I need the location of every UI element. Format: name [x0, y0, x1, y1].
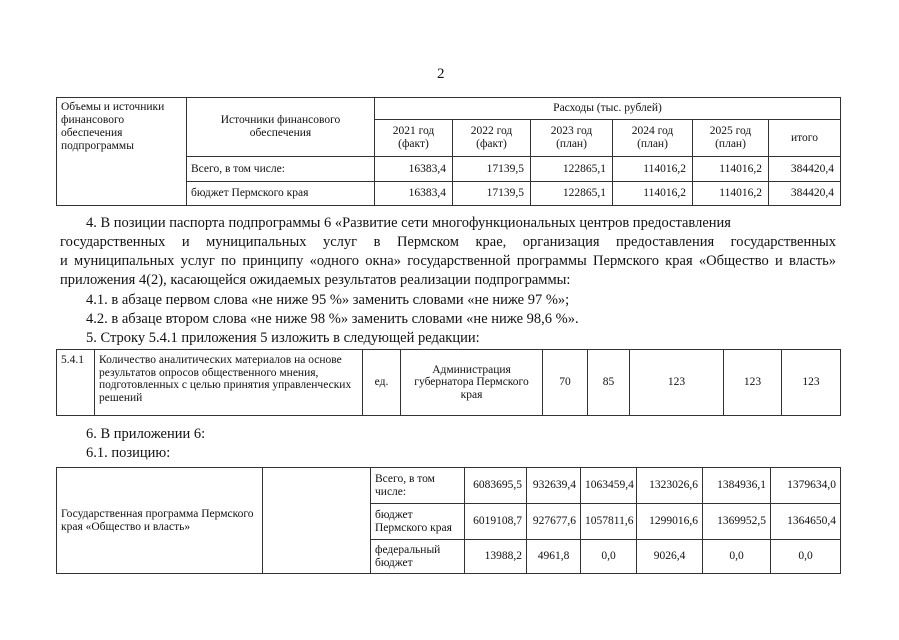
paragraph-6-1: 6.1. позицию:	[86, 445, 171, 461]
expenses-header: Расходы (тыс. рублей)	[375, 98, 841, 120]
cell-value: 4961,8	[527, 540, 581, 574]
indicator-executor: Администрация губернатора Пермского края	[401, 350, 543, 416]
paragraph-4-2: 4.2. в абзаце втором слова «не ниже 98 %» заменить словами «не ниже 98,6 %».	[86, 311, 579, 327]
paragraph-4-line-2: государственных и муниципальных услуг в Пермском крае, организация предоставления государственных	[60, 234, 836, 250]
page-number: 2	[437, 66, 445, 82]
cell-value: 6083695,5	[465, 468, 527, 504]
cell-value: 114016,2	[693, 157, 769, 182]
year-header: 2022 год (факт)	[453, 120, 531, 157]
cell-value: 1299016,6	[637, 504, 703, 540]
cell-value: 17139,5	[453, 157, 531, 182]
cell-value: 114016,2	[693, 182, 769, 206]
funding-table	[56, 97, 841, 206]
paragraph-6: 6. В приложении 6:	[86, 426, 206, 442]
cell-value: 114016,2	[613, 157, 693, 182]
cell-value: 123	[782, 350, 841, 416]
funding-row-header: Объемы и источники финансового обеспечения подпрограммы	[57, 98, 187, 206]
indicator-name: Количество аналитических материалов на основе результатов опросов общественного мнения, подготовленных с целью принятия управленческих решений	[95, 350, 363, 416]
row-label: федеральный бюджет	[371, 540, 465, 574]
year-header: 2023 год (план)	[531, 120, 613, 157]
cell-value: 122865,1	[531, 157, 613, 182]
paragraph-4-1: 4.1. в абзаце первом слова «не ниже 95 %» заменить словами «не ниже 97 %»;	[86, 292, 570, 308]
cell-value: 0,0	[581, 540, 637, 574]
cell-value: 16383,4	[375, 157, 453, 182]
cell-value: 1379634,0	[771, 468, 841, 504]
cell-value: 1369952,5	[703, 504, 771, 540]
cell-value: 122865,1	[531, 182, 613, 206]
paragraph-4-line-1: 4. В позиции паспорта подпрограммы 6 «Развитие сети многофункциональных центров предоставления	[86, 215, 731, 231]
cell-value: 17139,5	[453, 182, 531, 206]
empty-cell	[263, 468, 371, 574]
paragraph-5: 5. Строку 5.4.1 приложения 5 изложить в следующей редакции:	[86, 330, 480, 346]
cell-value: 0,0	[703, 540, 771, 574]
cell-value: 123	[630, 350, 724, 416]
year-header: 2024 год (план)	[613, 120, 693, 157]
row-label: Всего, в том числе:	[187, 157, 375, 182]
table-row	[57, 468, 841, 504]
cell-value: 1384936,1	[703, 468, 771, 504]
indicator-table	[56, 349, 841, 416]
cell-value: 1063459,4	[581, 468, 637, 504]
cell-value: 1057811,6	[581, 504, 637, 540]
program-name: Государственная программа Пермского края «Общество и власть»	[57, 468, 263, 574]
row-label: бюджет Пермского края	[187, 182, 375, 206]
cell-value: 85	[588, 350, 630, 416]
cell-value: 13988,2	[465, 540, 527, 574]
cell-value: 1323026,6	[637, 468, 703, 504]
cell-value: 16383,4	[375, 182, 453, 206]
sources-header: Источники финансового обеспечения	[187, 98, 375, 157]
total-header: итого	[769, 120, 841, 157]
program-funding-table	[56, 467, 841, 574]
cell-value: 0,0	[771, 540, 841, 574]
table-row	[57, 350, 841, 416]
cell-value: 9026,4	[637, 540, 703, 574]
indicator-code: 5.4.1	[57, 350, 95, 416]
row-label: бюджет Пермского края	[371, 504, 465, 540]
cell-value: 114016,2	[613, 182, 693, 206]
cell-value: 927677,6	[527, 504, 581, 540]
paragraph-4-line-3: и муниципальных услуг по принципу «одного окна» государственной программы Пермского края «Общество и власть»	[60, 253, 836, 269]
row-label: Всего, в том числе:	[371, 468, 465, 504]
cell-value: 1364650,4	[771, 504, 841, 540]
year-header: 2025 год (план)	[693, 120, 769, 157]
cell-value: 932639,4	[527, 468, 581, 504]
cell-value: 70	[543, 350, 588, 416]
year-header: 2021 год (факт)	[375, 120, 453, 157]
paragraph-4-line-4: приложения 4(2), касающейся ожидаемых результатов реализации подпрограммы:	[60, 272, 571, 288]
cell-value: 384420,4	[769, 157, 841, 182]
cell-value: 6019108,7	[465, 504, 527, 540]
cell-value: 123	[724, 350, 782, 416]
cell-value: 384420,4	[769, 182, 841, 206]
indicator-unit: ед.	[363, 350, 401, 416]
